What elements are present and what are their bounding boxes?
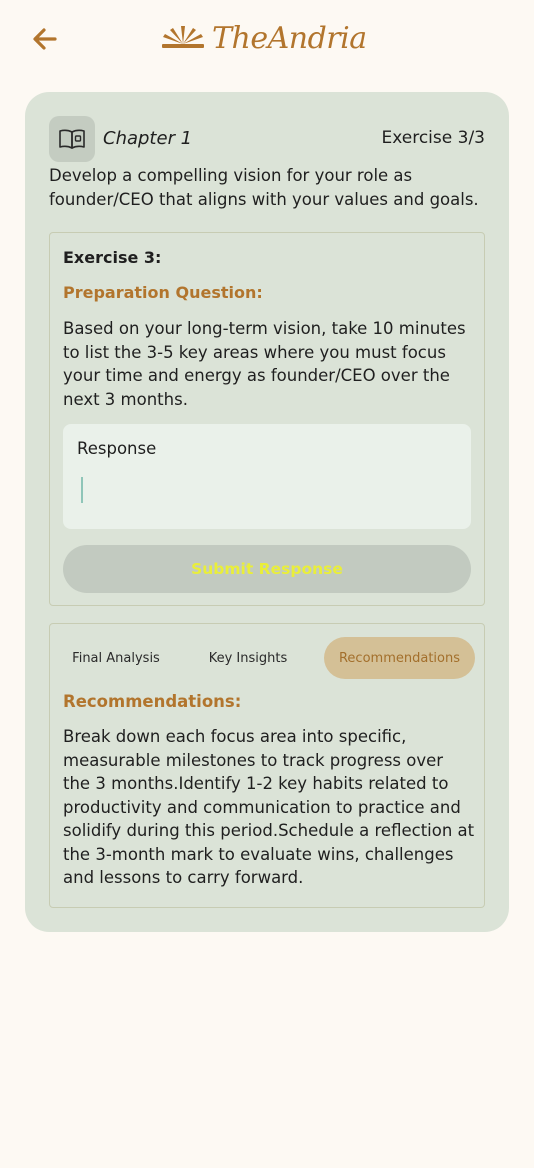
recommendations-heading: Recommendations: [63,692,242,711]
analysis-section [49,623,485,908]
tab-recommendations[interactable]: Recommendations [324,637,475,679]
exercise-card [25,92,509,932]
exercise-progress: Exercise 3/3 [381,128,485,148]
recommendations-text: Break down each focus area into specific, measurable milestones to track progress over the 3 months.Identify 1-2 key habits related to productivity and communication to practice and solidify during this period.Schedule a reflection at the 3-month mark to evaluate wins, challenges and lessons to carry forward. [63,727,475,887]
sunrise-logo-icon [160,22,206,54]
chapter-icon-box [49,116,95,162]
chapter-title: Chapter 1 [103,128,193,149]
submit-response-button[interactable]: Submit Response [63,545,471,593]
back-button[interactable] [24,18,66,60]
chapter-description: Develop a compelling vision for your role as founder/CEO that aligns with your values and goals. [49,166,479,209]
chapter-header [49,116,485,162]
response-input[interactable] [63,424,471,529]
exercise-section [49,232,485,606]
response-label: Response [77,439,157,458]
exercise-label: Exercise 3: [63,248,162,267]
top-bar [0,0,534,80]
preparation-question-text: Based on your long-term vision, take 10 minutes to list the 3-5 key areas where you must focus your time and energy as founder/CEO over the next 3 months. [63,319,466,409]
preparation-question-label: Preparation Question: [63,283,263,302]
text-caret [81,477,83,503]
app-logo [160,18,367,58]
tab-key-insights[interactable]: Key Insights [208,650,288,666]
tab-final-analysis[interactable]: Final Analysis [72,650,160,666]
arrow-left-icon [29,23,61,55]
logo-text: TheAndria [212,20,367,56]
open-book-icon [58,127,86,151]
